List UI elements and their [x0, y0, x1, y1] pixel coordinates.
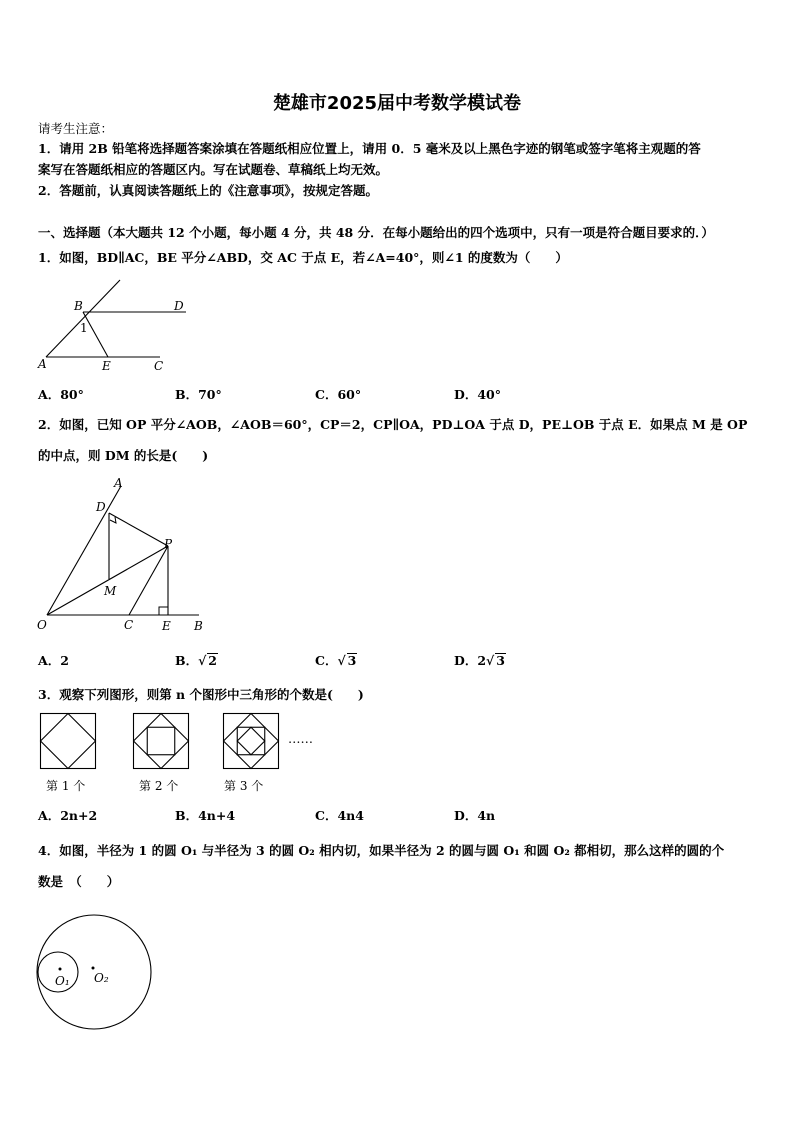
question-2-line-1: 2．如图，已知 OP 平分∠AOB，∠AOB＝60°，CP＝2，CP∥OA，PD⊥OA 于点 D，PE⊥OB 于点 E．如果点 M 是 OP [38, 417, 748, 432]
label-d: D [174, 299, 184, 313]
q3-option-c: C．4n4 [315, 808, 364, 823]
label-d: D [96, 500, 106, 514]
page-title: 楚雄市2025届中考数学模试卷 [272, 93, 522, 114]
label-o2: O₂ [94, 971, 109, 985]
q1-option-d: D．40° [454, 387, 501, 402]
notice-line-1: 1．请用 2B 铅笔将选择题答案涂填在答题纸相应位置上，请用 0．5 毫米及以上黑色字迹的钢笔或签字笔将主观题的答 [38, 141, 701, 156]
question-1-text: 1．如图，BD∥AC，BE 平分∠ABD，交 AC 于点 E，若∠A=40°，则∠1 的度数为（ ） [38, 250, 568, 265]
q3-option-b: B．4n+4 [175, 808, 236, 823]
label-c: C [124, 618, 134, 632]
q1-option-c: C．60° [315, 387, 362, 402]
question-4-line-2: 数是 （ ） [38, 874, 120, 889]
label-a: A [114, 476, 123, 490]
label-p: P [164, 537, 173, 551]
caption-figure-3: 第 3 个 [224, 779, 264, 793]
label-o1: O₁ [55, 974, 70, 988]
label-angle-1: 1 [80, 321, 88, 335]
notice-line-3: 2．答题前，认真阅读答题纸上的《注意事项》，按规定答题。 [38, 183, 378, 198]
question-4-line-1: 4．如图，半径为 1 的圆 O₁ 与半径为 3 的圆 O₂ 相内切，如果半径为 2 的圆与圆 O₁ 和圆 O₂ 都相切，那么这样的圆的个 [38, 843, 725, 858]
label-b: B [74, 299, 83, 313]
pattern-figure-1 [40, 713, 96, 769]
label-a: A [38, 357, 47, 371]
q2-option-a: A．2 [38, 653, 69, 668]
label-m: M [104, 584, 117, 598]
label-e: E [162, 619, 171, 633]
q2-option-b: B．√ 2 [175, 653, 217, 668]
question-4-figure [36, 912, 156, 1032]
q2-option-d: D．2√ 3 [454, 653, 505, 668]
label-e: E [102, 359, 111, 373]
pattern-figure-3 [223, 713, 279, 769]
section-heading: 一、选择题（本大题共 12 个小题，每小题 4 分，共 48 分．在每小题给出的四个选项中，只有一项是符合题目要求的．） [38, 225, 714, 240]
question-2-figure [34, 474, 214, 634]
label-b: B [194, 619, 203, 633]
question-3-text: 3．观察下列图形，则第 n 个图形中三角形的个数是( ) [38, 687, 364, 702]
question-2-line-2: 的中点，则 DM 的长是( ) [38, 448, 209, 463]
label-o: O [37, 618, 47, 632]
notice-heading: 请考生注意： [38, 121, 114, 136]
question-1-figure [36, 276, 196, 376]
pattern-ellipsis: …… [288, 731, 313, 746]
q1-option-a: A．80° [38, 387, 84, 402]
q3-option-a: A．2n+2 [38, 808, 98, 823]
notice-line-2: 案写在答题纸相应的答题区内。写在试题卷、草稿纸上均无效。 [38, 162, 389, 177]
q3-option-d: D．4n [454, 808, 496, 823]
caption-figure-2: 第 2 个 [139, 779, 179, 793]
pattern-figure-2 [133, 713, 189, 769]
caption-figure-1: 第 1 个 [46, 779, 86, 793]
label-c: C [154, 359, 164, 373]
q1-option-b: B．70° [175, 387, 222, 402]
q2-option-c: C．√ 3 [315, 653, 357, 668]
